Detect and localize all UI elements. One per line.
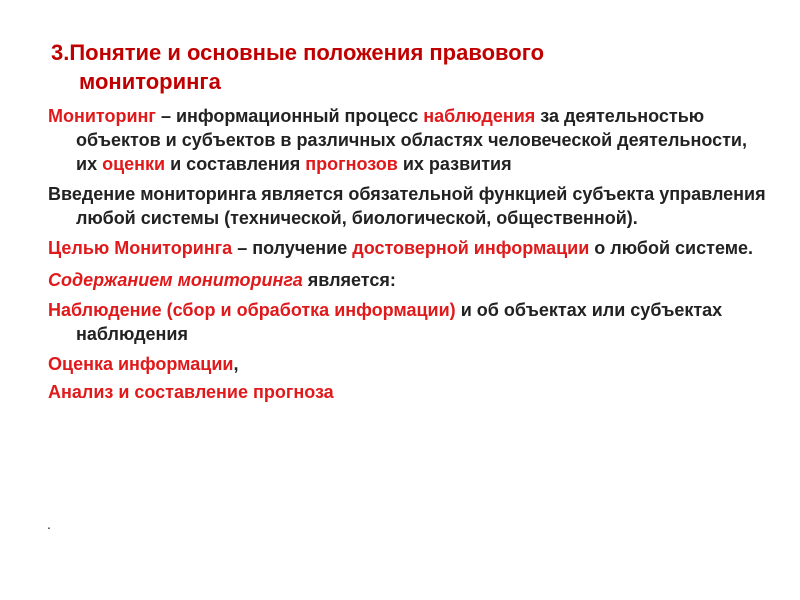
paragraph-introduction bbox=[48, 182, 768, 230]
term-forecasts: прогнозов bbox=[305, 154, 398, 174]
p3-text-1: – получение bbox=[232, 238, 353, 258]
trailing-mark: . bbox=[47, 516, 51, 532]
term-information-assessment: Оценка информации bbox=[48, 354, 234, 374]
title-number: 3. bbox=[51, 40, 70, 65]
term-observation-collection: Наблюдение (сбор и обработка информации) bbox=[48, 300, 456, 320]
term-content: Содержанием мониторинга bbox=[48, 270, 303, 290]
term-analysis-forecast: Анализ и составление прогноза bbox=[48, 382, 334, 402]
p2-text: Введение мониторинга является обязательной функцией субъекта управления любой системы (технической, биологической, общественной). bbox=[48, 184, 766, 228]
p1-text-4: их развития bbox=[397, 154, 512, 174]
title-line2: мониторинга bbox=[79, 69, 221, 94]
p6-text: , bbox=[233, 354, 239, 374]
slide-title bbox=[51, 38, 751, 96]
p5-text: и об объектах или субъектах наблюдения bbox=[76, 300, 723, 344]
slide-body bbox=[48, 104, 768, 404]
p1-text-2: за деятельностью объектов и субъектов в различных областях человеческой деятельности, их bbox=[76, 106, 747, 174]
paragraph-observation bbox=[48, 298, 768, 346]
paragraph-content bbox=[48, 268, 768, 292]
term-monitoring: Мониторинг bbox=[48, 106, 156, 126]
term-goal: Целью Мониторинга bbox=[48, 238, 233, 258]
paragraph-goal bbox=[48, 236, 768, 260]
term-reliable-information: достоверной информации bbox=[352, 238, 590, 258]
paragraph-assessment bbox=[48, 352, 768, 376]
term-assessment: оценки bbox=[102, 154, 166, 174]
term-observation: наблюдения bbox=[423, 106, 536, 126]
p1-text-3: и составления bbox=[165, 154, 306, 174]
p4-text: является: bbox=[302, 270, 396, 290]
title-line1: Понятие и основные положения правового bbox=[69, 40, 545, 65]
p1-text-1: – информационный процесс bbox=[155, 106, 424, 126]
paragraph-monitoring-definition bbox=[48, 104, 768, 176]
p3-text-2: о любой системе. bbox=[589, 238, 754, 258]
paragraph-analysis bbox=[48, 380, 768, 404]
